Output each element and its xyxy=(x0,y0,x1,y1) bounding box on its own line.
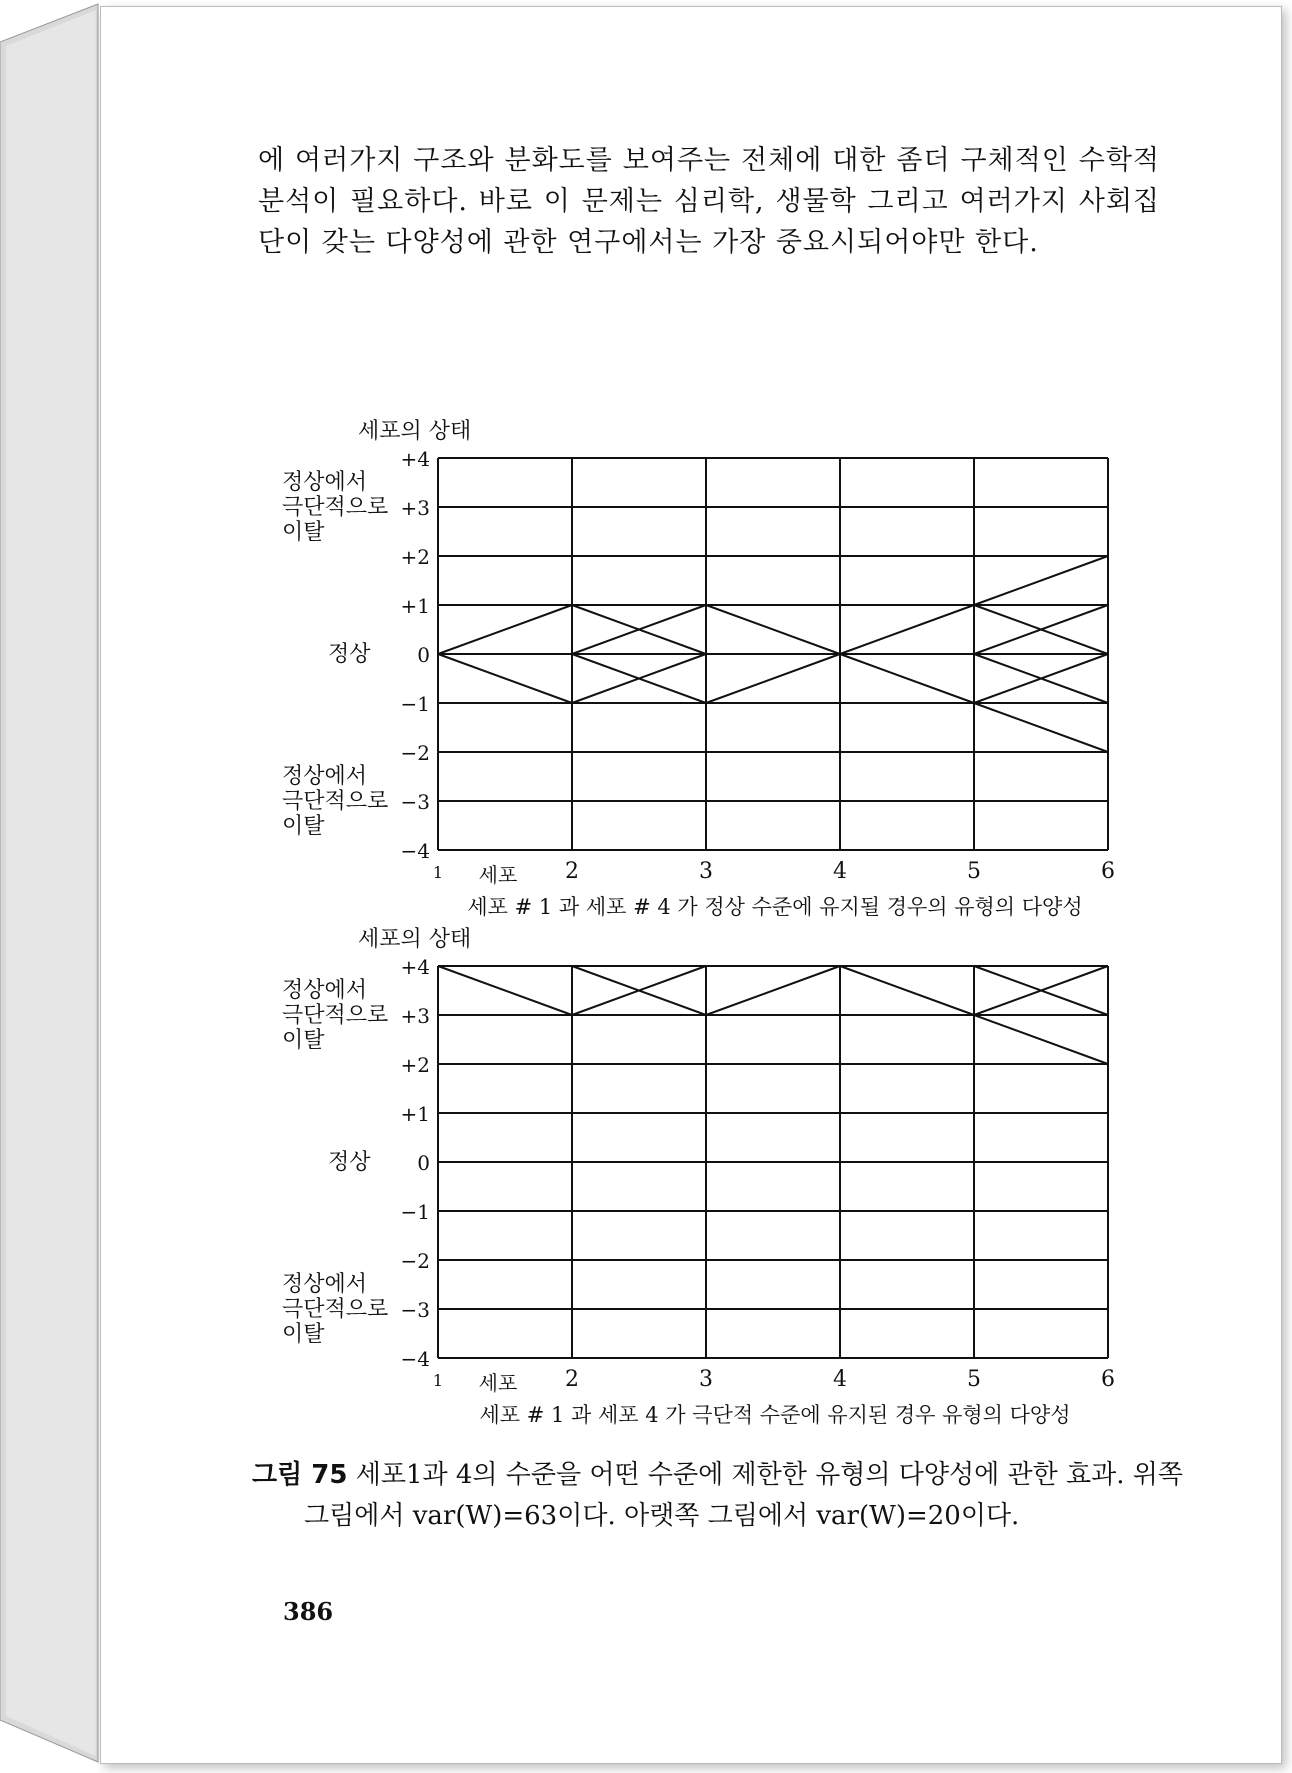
page-number: 386 xyxy=(283,1597,334,1626)
y-tick-label: +1 xyxy=(400,1102,430,1126)
y-tick-label: −1 xyxy=(400,1200,430,1224)
pattern-segment xyxy=(840,654,974,703)
x-tick-label: 3 xyxy=(699,859,713,884)
pattern-segment xyxy=(438,966,572,1015)
y-side-label: 이탈 xyxy=(282,1322,325,1347)
x-axis-label: 세포 xyxy=(478,863,518,887)
chart-subcaption: 세포 # 1 과 세포 # 4 가 정상 수준에 유지될 경우의 유형의 다양성 xyxy=(467,895,1083,919)
x-tick-label: 2 xyxy=(565,1367,579,1392)
y-side-label: 극단적으로 xyxy=(282,495,389,520)
y-tick-label: 0 xyxy=(417,1151,430,1175)
y-side-label: 극단적으로 xyxy=(282,1003,389,1028)
y-tick-label: +1 xyxy=(400,594,430,618)
chart-normal-levels xyxy=(0,408,1292,928)
x-tick-label: 2 xyxy=(565,859,579,884)
chart-title: 세포의 상태 xyxy=(358,927,472,952)
pattern-segment xyxy=(974,556,1108,605)
pattern-segment xyxy=(706,654,840,703)
y-tick-label: +3 xyxy=(400,496,430,520)
y-side-label: 정상에서 xyxy=(282,470,368,495)
y-tick-label: +4 xyxy=(400,955,430,979)
y-tick-label: −2 xyxy=(400,1249,430,1273)
figure-caption-text: 세포1과 4의 수준을 어떤 수준에 제한한 유형의 다양성에 관한 효과. 위쪽 그림에서 var(W)=63이다. 아랫쪽 그림에서 var(W)=20이다. xyxy=(304,1460,1183,1531)
y-side-label: 이탈 xyxy=(282,520,325,545)
y-tick-label: −4 xyxy=(400,1347,430,1371)
pattern-segment xyxy=(706,966,840,1015)
x-tick-label: 6 xyxy=(1101,1367,1115,1392)
y-tick-label: 0 xyxy=(417,643,430,667)
x-tick-label: 1 xyxy=(432,1371,444,1390)
y-side-label: 정상 xyxy=(328,642,371,667)
chart-extreme-levels xyxy=(0,916,1292,1436)
x-tick-label: 6 xyxy=(1101,859,1115,884)
y-tick-label: −3 xyxy=(400,1298,430,1322)
y-side-label: 이탈 xyxy=(282,1028,325,1053)
x-tick-label: 5 xyxy=(967,1367,981,1392)
y-tick-label: −4 xyxy=(400,839,430,863)
x-tick-label: 3 xyxy=(699,1367,713,1392)
y-tick-label: +2 xyxy=(400,1053,430,1077)
pattern-segment xyxy=(974,1015,1108,1064)
y-tick-label: +3 xyxy=(400,1004,430,1028)
figure-label: 그림 75 xyxy=(252,1460,348,1490)
y-tick-label: −1 xyxy=(400,692,430,716)
chart-title: 세포의 상태 xyxy=(358,419,472,444)
x-axis-label: 세포 xyxy=(478,1371,518,1395)
y-side-label: 정상에서 xyxy=(282,1272,368,1297)
pattern-segment xyxy=(706,605,840,654)
x-tick-label: 4 xyxy=(833,859,847,884)
pattern-segment xyxy=(438,654,572,703)
y-side-label: 정상 xyxy=(328,1150,371,1175)
figure-caption xyxy=(252,1455,1214,1537)
chart-subcaption: 세포 # 1 과 세포 4 가 극단적 수준에 유지된 경우 유형의 다양성 xyxy=(479,1403,1071,1427)
pattern-segment xyxy=(974,703,1108,752)
y-tick-label: −2 xyxy=(400,741,430,765)
pattern-segment xyxy=(840,605,974,654)
y-tick-label: +2 xyxy=(400,545,430,569)
pattern-segment xyxy=(840,966,974,1015)
y-side-label: 정상에서 xyxy=(282,764,368,789)
y-tick-label: −3 xyxy=(400,790,430,814)
y-side-label: 이탈 xyxy=(282,814,325,839)
y-side-label: 극단적으로 xyxy=(282,1297,389,1322)
x-tick-label: 1 xyxy=(432,863,444,882)
x-tick-label: 5 xyxy=(967,859,981,884)
y-side-label: 정상에서 xyxy=(282,978,368,1003)
body-paragraph: 에 여러가지 구조와 분화도를 보여주는 전체에 대한 좀더 구체적인 수학적 분석이 필요하다. 바로 이 문제는 심리학, 생물학 그리고 여러가지 사회집단이 갖는 다양성에 관한 연구에서는 가장 중요시되어야만 한다. xyxy=(258,145,1160,258)
x-tick-label: 4 xyxy=(833,1367,847,1392)
pattern-segment xyxy=(438,605,572,654)
y-tick-label: +4 xyxy=(400,447,430,471)
y-side-label: 극단적으로 xyxy=(282,789,389,814)
